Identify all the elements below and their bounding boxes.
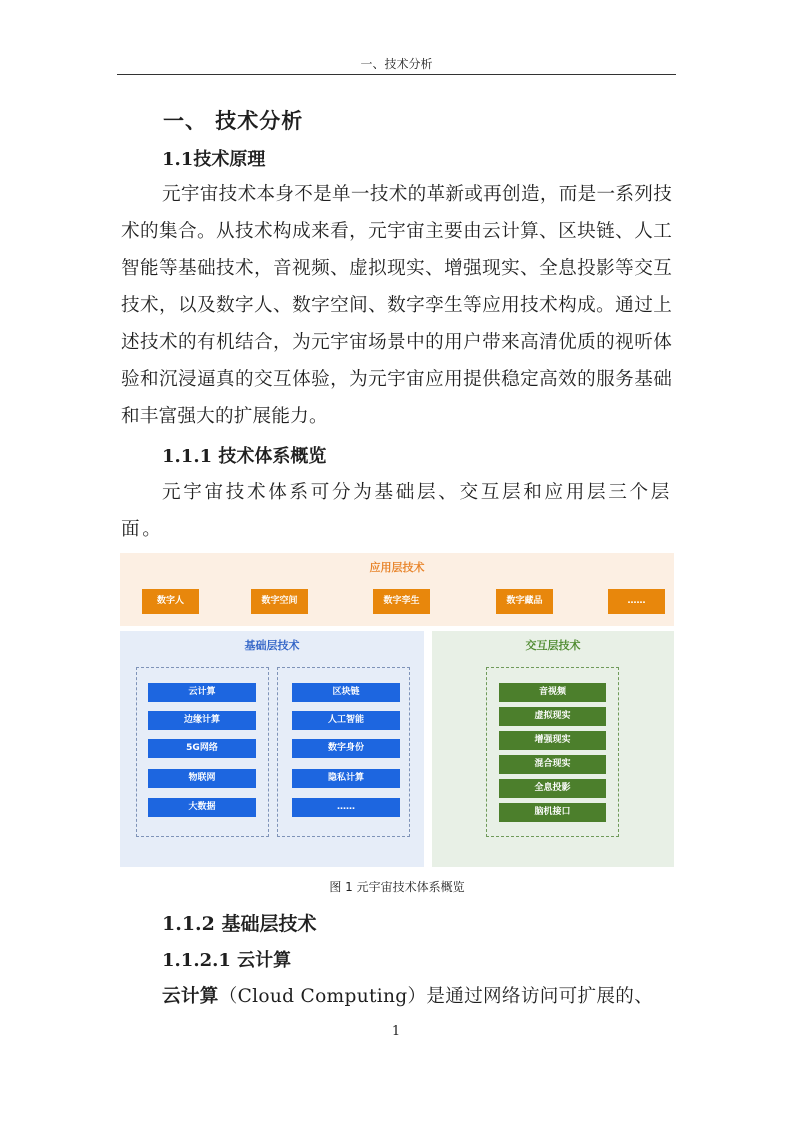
application-layer-title: 应用层技术 bbox=[369, 561, 425, 574]
principle-paragraph: 元宇宙技术本身不是单一技术的革新或再创造，而是一系列技术的集合。从技术构成来看，元宇宙主要由云计算、区块链、人工智能等基础技术，音视频、虚拟现实、增强现实、全息投影等交互技术，以及数字人、数字空间、数字孪生等应用技术构成。通过上述技术的有机结合，为元宇宙场景中的用户带来高清优质的视听体验和沉浸逼真的交互体验，为元宇宙应用提供稳定高效的服务基础和丰富强大的扩展能力。 bbox=[121, 184, 672, 427]
cloud-definition: （Cloud Computing）是通过网络访问可扩展的、 bbox=[218, 986, 654, 1007]
subsection-heading-base: 1.1.2 基础层技术 bbox=[162, 913, 317, 935]
interaction-item: 全息投影 bbox=[499, 779, 606, 798]
base-item: …… bbox=[292, 798, 400, 817]
overview-paragraph: 元宇宙技术体系可分为基础层、交互层和应用层三个层面。 bbox=[121, 482, 672, 540]
subsubsection-heading-cloud: 1.1.2.1 云计算 bbox=[162, 950, 292, 971]
base-item: 大数据 bbox=[148, 798, 256, 817]
header-rule bbox=[117, 74, 676, 75]
subsection-heading-overview: 1.1.1 技术体系概览 bbox=[162, 446, 327, 467]
base-item: 区块链 bbox=[292, 683, 400, 702]
base-item: 隐私计算 bbox=[292, 769, 400, 788]
base-item: 5G网络 bbox=[148, 739, 256, 758]
base-item: 边缘计算 bbox=[148, 711, 256, 730]
cloud-term: 云计算 bbox=[162, 986, 219, 1007]
app-item: 数字空间 bbox=[251, 589, 308, 614]
interaction-layer-title: 交互层技术 bbox=[525, 639, 581, 652]
app-item: 数字人 bbox=[142, 589, 199, 614]
interaction-item: 增强现实 bbox=[499, 731, 606, 750]
technology-system-diagram bbox=[120, 553, 674, 867]
base-layer bbox=[120, 631, 424, 867]
cloud-paragraph bbox=[162, 980, 677, 1014]
app-item: 数字藏品 bbox=[496, 589, 553, 614]
base-item: 云计算 bbox=[148, 683, 256, 702]
interaction-item: 音视频 bbox=[499, 683, 606, 702]
application-layer bbox=[120, 553, 674, 626]
page-number: 1 bbox=[391, 1024, 401, 1039]
interaction-item: 脑机接口 bbox=[499, 803, 606, 822]
app-item: 数字孪生 bbox=[373, 589, 430, 614]
app-item: …… bbox=[608, 589, 665, 614]
section-heading: 一、 技术分析 bbox=[163, 108, 304, 133]
base-item: 物联网 bbox=[148, 769, 256, 788]
subsection-heading-principle: 1.1技术原理 bbox=[162, 149, 266, 170]
interaction-item: 虚拟现实 bbox=[499, 707, 606, 726]
figure-caption: 图 1 元宇宙技术体系概览 bbox=[329, 880, 465, 894]
running-header: 一、技术分析 bbox=[360, 57, 433, 71]
base-layer-title: 基础层技术 bbox=[244, 639, 300, 652]
interaction-layer bbox=[432, 631, 674, 867]
base-item: 数字身份 bbox=[292, 739, 400, 758]
base-item: 人工智能 bbox=[292, 711, 400, 730]
interaction-item: 混合现实 bbox=[499, 755, 606, 774]
